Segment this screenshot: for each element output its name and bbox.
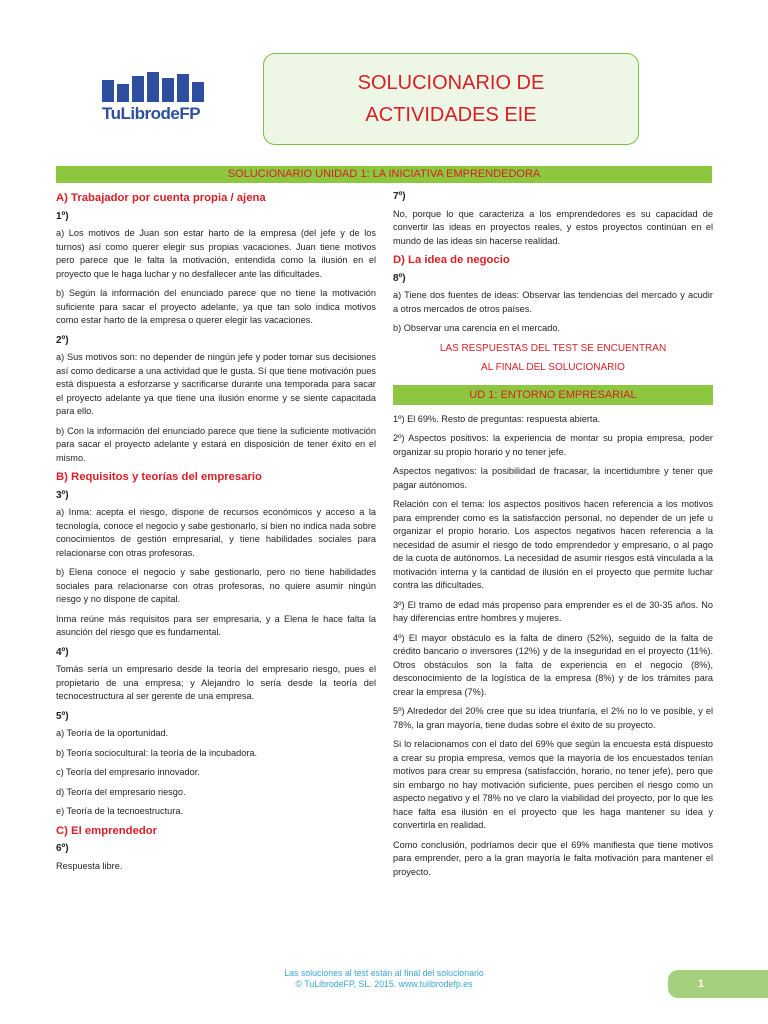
answer-paragraph: b) Con la información del enunciado parece que tiene la suficiente motivación para sacar el proyecto adelante y estará en disposición de tener éxito en el mismo. xyxy=(56,425,376,463)
left-column xyxy=(56,190,376,879)
answer-paragraph: 2º) Aspectos positivos: la experiencia de montar su propia empresa, poder organizar su propio horario y no tener jefe. xyxy=(393,433,713,457)
footer xyxy=(0,968,768,990)
answer-paragraph: a) Inma: acepta el riesgo, dispone de recursos económicos y acceso a la tecnología, conoce el negocio y sabe gestionarlo, si bien no indica nada sobre conocimientos de gestión empresarial, y tiene habilidades sociales para relacionarse con otras profesoras. xyxy=(56,507,376,558)
answer-paragraph: 4º) El mayor obstáculo es la falta de dinero (52%), seguido de la falta de crédito bancario o inversores (12%) y de la inseguridad en el proyecto (11%). Otros obstáculos son la falta de experiencia en el negocio (8%), desconocimiento de la logística de la empresa (8%) y de los trámites para crear la empresa (7%). xyxy=(393,632,713,697)
answer-paragraph: Inma reúne más requisitos para ser empresaria, y a Elena le hace falta la asunción del riesgo que es fundamental. xyxy=(56,613,376,637)
section-heading-d: D) La idea de negocio xyxy=(393,254,510,266)
logo-bar xyxy=(132,76,144,102)
question-number: 7º) xyxy=(393,191,406,202)
logo-bar xyxy=(162,78,174,102)
section-heading-c: C) El emprendedor xyxy=(56,824,158,837)
answer-paragraph: Respuesta libre. xyxy=(56,860,123,871)
logo-bar xyxy=(177,74,189,102)
logo-bar xyxy=(192,82,204,102)
answer-paragraph: b) Elena conoce el negocio y sabe gestionarlo, pero no tiene habilidades sociales para relacionarse con otras profesoras, no quiere asumir ningún riesgo y no dispone de capital. xyxy=(56,567,376,604)
page-title-line2: ACTIVIDADES EIE xyxy=(365,104,537,126)
answer-item: a) Teoría de la oportunidad. xyxy=(56,728,169,738)
answer-item: b) Teoría sociocultural: la teoría de la incubadora. xyxy=(56,747,258,758)
answer-paragraph: 1º) El 69%. Resto de preguntas: respuesta abierta. xyxy=(393,413,601,424)
logo xyxy=(102,52,210,132)
answer-paragraph: Relación con el tema: los aspectos positivos hacen referencia a los motivos para emprender como es la satisfacción personal, no depender de un jefe u organizar el propio horario. Los aspectos negativos hacen referencia a la necesidad de asumir el riesgo de todo emprendedor y empresario, o al pago de la cuota de autónomos. La necesidad de asumir riesgos está vinculada a la motivación interna y la cantidad de ilusión en el proyecto que permite luchar contra las dificultades. xyxy=(393,499,713,590)
question-number: 2º) xyxy=(56,334,69,346)
section-heading-b: B) Requisitos y teorías del empresario xyxy=(56,471,262,483)
section-heading-a: A) Trabajador por cuenta propia / ajena xyxy=(56,192,266,204)
answer-paragraph: Como conclusión, podríamos decir que el 69% manifiesta que tiene motivos para emprender, pero a la gran mayoría le falta motivación para mantener el proyecto. xyxy=(393,839,713,877)
unit-band: SOLUCIONARIO UNIDAD 1: LA INICIATIVA EMPRENDEDORA xyxy=(56,166,712,183)
answer-paragraph: b) Observar una carencia en el mercado. xyxy=(393,323,560,333)
logo-bar xyxy=(102,80,114,102)
answer-item: d) Teoría del empresario riesgo. xyxy=(56,786,186,797)
answer-paragraph: Si lo relacionamos con el dato del 69% que según la encuesta está dispuesto a crear su propia empresa, vemos que la mayoría de los encuestados tenían motivos para crear su empresa (satisfacción, horario, no tener jefe), pero que sin embargo no hay motivación suficiente, pues perciben el riesgo como un aspecto negativo y el 78% no ve claro la viabilidad del proyecto, por lo que les hace falta esa ilusión en el proyecto que les haga mantener su idea y convertirla en realidad. xyxy=(393,739,713,830)
answer-paragraph: b) Según la información del enunciado parece que no tiene la motivación suficiente para sacar el proyecto adelante, ya que tan solo indica motivos como estar harto de la empresa o querer elegir las vacaciones. xyxy=(56,288,376,325)
question-number: 8º) xyxy=(393,272,406,284)
ud-band: UD 1: ENTORNO EMPRESARIAL xyxy=(393,385,713,405)
answer-paragraph: 3º) El tramo de edad más propenso para emprender es el de 30-35 años. No hay diferencias entre hombres y mujeres. xyxy=(393,599,713,623)
answer-item: e) Teoría de la tecnoestructura. xyxy=(56,806,183,816)
page-number: 1 xyxy=(668,970,768,998)
question-number: 5º) xyxy=(56,710,69,722)
logo-text: TuLibrodeFP xyxy=(102,104,201,123)
question-number: 6º) xyxy=(56,843,69,854)
logo-bar xyxy=(117,84,129,102)
right-column xyxy=(393,190,713,885)
footer-copyright: © TuLibrodeFP, SL. 2015. www.tulibrodefp.es xyxy=(295,979,473,989)
answer-paragraph: Aspectos negativos: la posibilidad de fracasar, la incertidumbre y tener que pagar autónomos. xyxy=(393,466,713,490)
answer-paragraph: a) Tiene dos fuentes de ideas: Observar las tendencias del mercado y acudir a otros mercados de otros países. xyxy=(393,290,713,314)
title-box xyxy=(263,53,639,145)
answer-paragraph: 5º) Alrededor del 20% cree que su idea triunfaría, el 2% no lo ve posible, y el 78%, la gran mayoría, tiene dudas sobre el éxito de su proyecto. xyxy=(393,706,713,730)
answer-paragraph: a) Sus motivos son: no depender de ningún jefe y poder tomar sus decisiones así como dedicarse a una actividad que le gusta. Sí que tiene motivación pues está dispuesta a esforzarse y sacrificarse durante una temporada para sacar el proyecto adelante ya que tiene una ilusión enorme y se siente capacitada para ello. xyxy=(56,352,376,416)
answer-item: c) Teoría del empresario innovador. xyxy=(56,767,200,777)
answer-paragraph: a) Los motivos de Juan son estar harto de la empresa (del jefe y de los turnos) así como querer elegir sus propias vacaciones. Juan tiene motivos pero parece que le falta la motivación, entendida como la ilusión en el proyecto que le haga luchar y no desfallecer ante las dificultades. xyxy=(56,228,376,279)
test-note-line1: LAS RESPUESTAS DEL TEST SE ENCUENTRAN xyxy=(439,342,667,354)
question-number: 4º) xyxy=(56,646,69,658)
test-note-line2: AL FINAL DEL SOLUCIONARIO xyxy=(481,362,625,373)
question-number: 1º) xyxy=(56,210,69,222)
footer-note: Las soluciones al test están al final del solucionario xyxy=(284,968,484,978)
question-number: 3º) xyxy=(56,489,69,501)
logo-bar xyxy=(147,72,159,102)
page-title-line1: SOLUCIONARIO DE xyxy=(357,72,545,94)
answer-paragraph: Tomás sería un empresario desde la teoría del empresario riesgo, pues el propietario de una empresa; y Alejandro lo sería desde la teoría del tecnocestructura al ser gerente de una empresa. xyxy=(56,664,376,701)
answer-paragraph: No, porque lo que caracteriza a los emprendedores es su capacidad de convertir las ideas en proyectos reales, y estos proyectos continúan en el mundo de las ideas sin hacerse realidad. xyxy=(393,208,713,246)
